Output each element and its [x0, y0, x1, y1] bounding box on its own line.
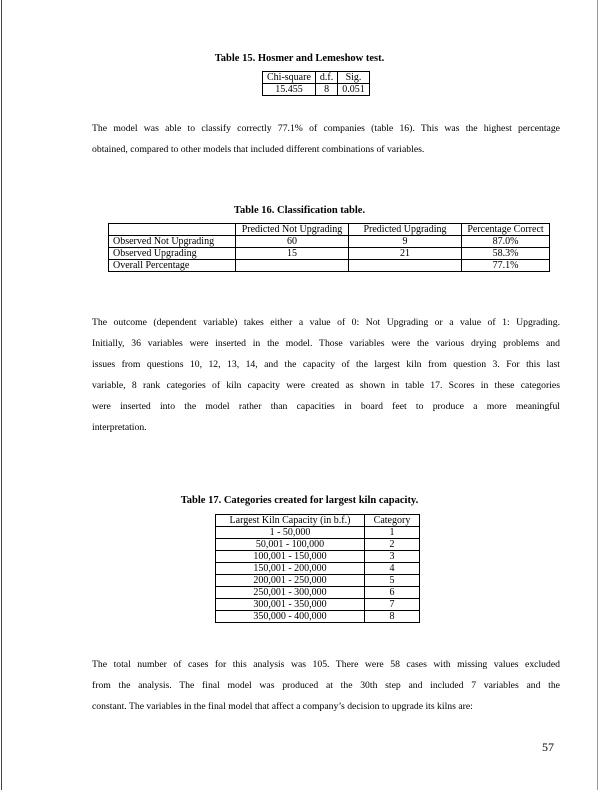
table17-category-cell: 1 [365, 527, 420, 539]
table17-header-category: Category [365, 515, 420, 527]
paragraph-3-line: The total number of cases for this analysis was 105. There were 58 cases with missing values excluded [92, 659, 560, 670]
table16-header-upgrading: Predicted Upgrading [349, 224, 462, 236]
table17-category-cell: 4 [365, 563, 420, 575]
table16-row-label: Observed Upgrading [109, 248, 236, 260]
paragraph-2-line: Initially, 36 variables were inserted in the model. Those variables were the various drying problems and [92, 338, 560, 349]
table17-capacity-cell: 100,001 - 150,000 [216, 551, 365, 563]
table17-category-cell: 8 [365, 611, 420, 623]
paragraph-2-line: issues from questions 10, 12, 13, 14, and the capacity of the largest kiln from question 3. For this last [92, 359, 560, 370]
table15 [262, 71, 370, 96]
table15-caption: Table 15. Hosmer and Lemeshow test. [214, 53, 385, 64]
paragraph-3-line: from the analysis. The final model was produced at the 30th step and included 7 variables and the [92, 680, 560, 691]
table16-cell: 87.0% [462, 236, 550, 248]
table15-value-df: 8 [315, 84, 337, 96]
table16-header-not-upgrading: Predicted Not Upgrading [236, 224, 349, 236]
table15-value-chisquare: 15.455 [263, 84, 316, 96]
table16-cell: 77.1% [462, 260, 550, 272]
table16-corner-cell [109, 224, 236, 236]
table15-header-chisquare: Chi-square [263, 72, 316, 84]
table16-row-label: Overall Percentage [109, 260, 236, 272]
table17-header-capacity: Largest Kiln Capacity (in b.f.) [216, 515, 365, 527]
paragraph-2-line: interpretation. [92, 422, 147, 433]
table17-caption: Table 17. Categories created for largest kiln capacity. [180, 495, 419, 506]
table17-capacity-cell: 1 - 50,000 [216, 527, 365, 539]
page-number: 57 [542, 740, 554, 754]
table15-header-sig: Sig. [338, 72, 370, 84]
table16-cell: 58.3% [462, 248, 550, 260]
paragraph-2-line: were inserted into the model rather than capacities in board feet to produce a more meaningful [92, 401, 560, 412]
table16-caption: Table 16. Classification table. [233, 205, 366, 216]
paragraph-3-line: constant. The variables in the final model that affect a company’s decision to upgrade its kilns are: [92, 701, 473, 712]
table16-cell: 21 [349, 248, 462, 260]
table17-capacity-cell: 350,000 - 400,000 [216, 611, 365, 623]
table17-capacity-cell: 200,001 - 250,000 [216, 575, 365, 587]
paragraph-2 [92, 312, 560, 438]
paragraph-2-line: variable, 8 rank categories of kiln capacity were created as shown in table 17. Scores in these categories [92, 380, 560, 391]
paragraph-1-line: The model was able to classify correctly 77.1% of companies (table 16). This was the highest percentage [92, 123, 560, 134]
table16-cell [349, 260, 462, 272]
table17-category-cell: 5 [365, 575, 420, 587]
table15-header-df: d.f. [315, 72, 337, 84]
table16-header-percent: Percentage Correct [462, 224, 550, 236]
table16 [108, 223, 550, 272]
table17-capacity-cell: 300,001 - 350,000 [216, 599, 365, 611]
page-edge-left [1, 0, 2, 790]
table16-row-label: Observed Not Upgrading [109, 236, 236, 248]
table16-cell [236, 260, 349, 272]
table16-cell: 60 [236, 236, 349, 248]
table17-category-cell: 6 [365, 587, 420, 599]
page-edge-right [597, 0, 598, 790]
table17 [215, 514, 420, 623]
table17-category-cell: 3 [365, 551, 420, 563]
table16-cell: 15 [236, 248, 349, 260]
table17-category-cell: 2 [365, 539, 420, 551]
paragraph-1 [92, 118, 560, 160]
paragraph-1-line: obtained, compared to other models that included different combinations of variables. [92, 144, 425, 155]
paragraph-2-line: The outcome (dependent variable) takes either a value of 0: Not Upgrading or a value of 1: Upgrading. [92, 317, 560, 328]
table17-capacity-cell: 250,001 - 300,000 [216, 587, 365, 599]
table17-capacity-cell: 150,001 - 200,000 [216, 563, 365, 575]
paragraph-3 [92, 654, 560, 717]
table17-category-cell: 7 [365, 599, 420, 611]
table15-value-sig: 0.051 [338, 84, 370, 96]
table16-cell: 9 [349, 236, 462, 248]
table17-capacity-cell: 50,001 - 100,000 [216, 539, 365, 551]
